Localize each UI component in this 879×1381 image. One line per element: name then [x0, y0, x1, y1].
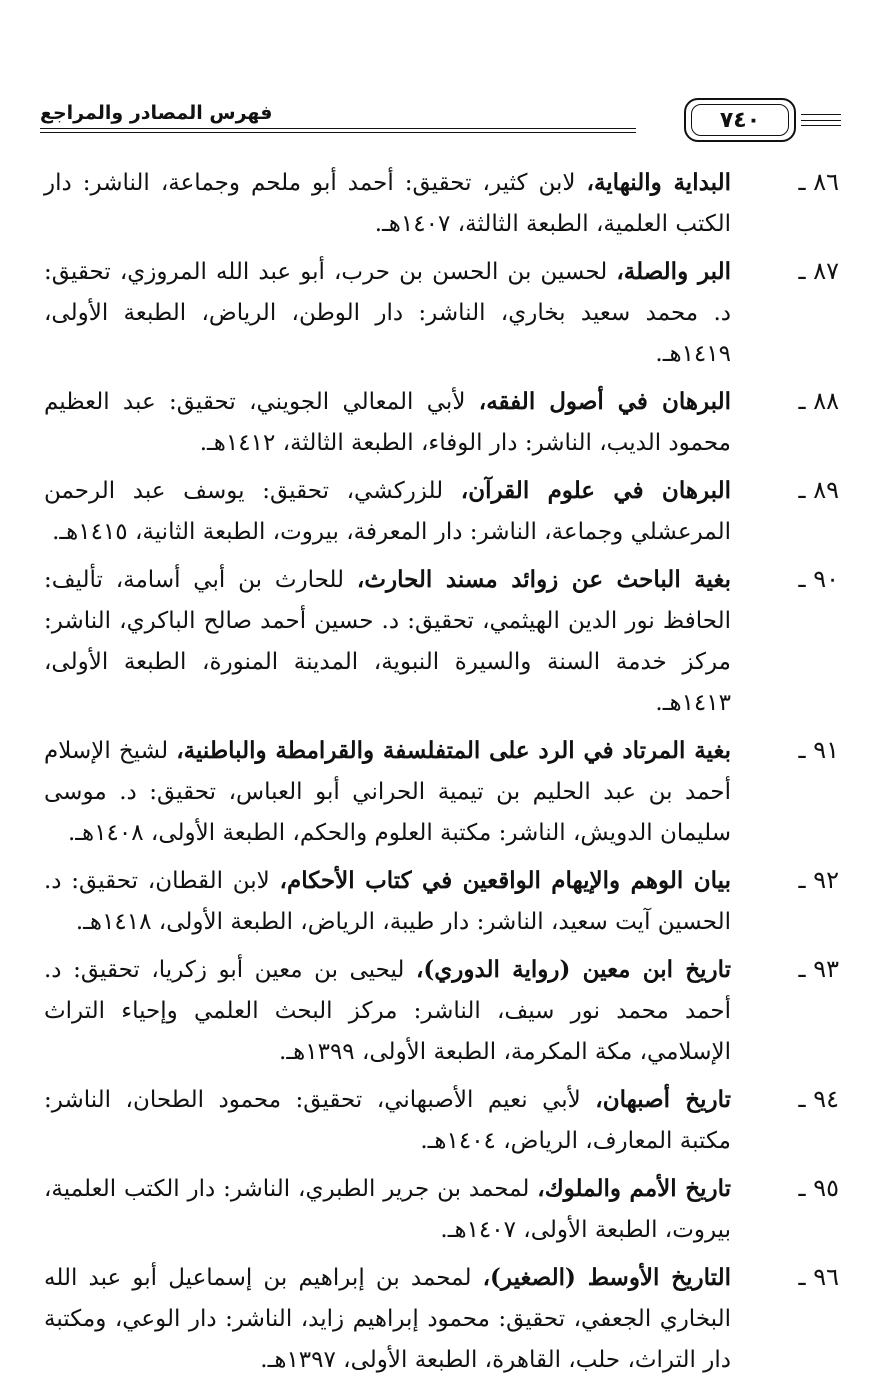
bibliography-entry: [44, 860, 839, 943]
entry-details: ليحيى بن معين أبو زكريا، تحقيق: د. أحمد محمد نور سيف، الناشر: مركز البحث العلمي وإحياء التراث الإسلامي، مكة المكرمة، الطبعة الأولى، ١٣٩٩هـ.: [44, 957, 731, 1065]
entry-number: ٩٤ ـ: [798, 1085, 839, 1113]
bibliography-entry: [44, 162, 839, 245]
header-rule-right-thin: [801, 125, 841, 126]
entry-title: تاريخ ابن معين (رواية الدوري)،: [415, 956, 731, 983]
bibliography-list: [44, 162, 839, 1381]
page-number-frame: [684, 98, 796, 142]
entry-title: البرهان في أصول الفقه،: [478, 388, 731, 415]
bibliography-entry: [44, 1257, 839, 1381]
entry-details: لمحمد بن إبراهيم بن إسماعيل أبو عبد الله البخاري الجعفي، تحقيق: محمود إبراهيم زايد، الناشر: دار الوعي، ومكتبة دار التراث، حلب، القاهرة، الطبعة الأولى، ١٣٩٧هـ.: [44, 1265, 731, 1373]
bibliography-entry: [44, 730, 839, 854]
entry-title: التاريخ الأوسط (الصغير)،: [482, 1264, 731, 1291]
entry-details: للزركشي، تحقيق: يوسف عبد الرحمن المرعشلي وجماعة، الناشر: دار المعرفة، بيروت، الطبعة الثانية، ١٤١٥هـ.: [44, 478, 731, 545]
entry-details: لأبي نعيم الأصبهاني، تحقيق: محمود الطحان، الناشر: مكتبة المعارف، الرياض، ١٤٠٤هـ.: [44, 1087, 731, 1154]
page-header: [40, 92, 841, 152]
entry-number: ٩٣ ـ: [798, 955, 839, 983]
bibliography-entry: [44, 949, 839, 1073]
entry-title: بغية المرتاد في الرد على المتفلسفة والقرامطة والباطنية،: [176, 737, 731, 764]
entry-details: لابن كثير، تحقيق: أحمد أبو ملحم وجماعة، الناشر: دار الكتب العلمية، الطبعة الثالثة، ١٤٠٧هـ.: [44, 170, 731, 237]
entry-title: البداية والنهاية،: [586, 169, 731, 196]
entry-title: تاريخ أصبهان،: [595, 1086, 731, 1113]
entry-number: ٨٦ ـ: [798, 168, 839, 196]
bibliography-entry: [44, 251, 839, 375]
entry-number: ٩٥ ـ: [798, 1174, 839, 1202]
entry-title: تاريخ الأمم والملوك،: [537, 1175, 732, 1202]
entry-number: ٩٦ ـ: [798, 1263, 839, 1291]
header-rule-right: [801, 114, 841, 121]
entry-details: للحارث بن أبي أسامة، تأليف: الحافظ نور الدين الهيثمي، تحقيق: د. حسين أحمد صالح الباكري، الناشر: مركز خدمة السنة والسيرة النبوية، المدينة المنورة، الطبعة الأولى، ١٤١٣هـ.: [44, 567, 731, 716]
entry-number: ٨٧ ـ: [798, 257, 839, 285]
page-number: ٧٤٠: [691, 104, 789, 136]
entry-number: ٩٠ ـ: [798, 565, 839, 593]
entry-number: ٨٩ ـ: [798, 476, 839, 504]
bibliography-entry: [44, 1168, 839, 1251]
entry-number: ٨٨ ـ: [798, 387, 839, 415]
entry-title: البر والصلة،: [616, 258, 731, 285]
entry-details: لأبي المعالي الجويني، تحقيق: عبد العظيم محمود الديب، الناشر: دار الوفاء، الطبعة الثالثة، ١٤١٢هـ.: [44, 389, 731, 456]
running-title: فهرس المصادر والمراجع: [40, 102, 273, 124]
entry-number: ٩٢ ـ: [798, 866, 839, 894]
entry-details: لمحمد بن جرير الطبري، الناشر: دار الكتب العلمية، بيروت، الطبعة الأولى، ١٤٠٧هـ.: [44, 1176, 731, 1243]
entry-details: لابن القطان، تحقيق: د. الحسين آيت سعيد، الناشر: دار طيبة، الرياض، الطبعة الأولى، ١٤١٨هـ.: [44, 868, 731, 935]
entry-details: لشيخ الإسلام أحمد بن عبد الحليم بن تيمية الحراني أبو العباس، تحقيق: د. موسى سليمان الدويش، الناشر: مكتبة العلوم والحكم، الطبعة الأولى، ١٤٠٨هـ.: [44, 738, 731, 846]
bibliography-entry: [44, 559, 839, 724]
entry-title: البرهان في علوم القرآن،: [460, 477, 731, 504]
bibliography-entry: [44, 470, 839, 553]
entry-details: لحسين بن الحسن بن حرب، أبو عبد الله المروزي، تحقيق: د. محمد سعيد بخاري، الناشر: دار الوطن، الرياض، الطبعة الأولى، ١٤١٩هـ.: [44, 259, 731, 367]
header-rule-left: [40, 128, 636, 133]
entry-number: ٩١ ـ: [798, 736, 839, 764]
entry-title: بيان الوهم والإيهام الواقعين في كتاب الأحكام،: [279, 867, 731, 894]
bibliography-entry: [44, 381, 839, 464]
bibliography-entry: [44, 1079, 839, 1162]
entry-title: بغية الباحث عن زوائد مسند الحارث،: [356, 566, 731, 593]
